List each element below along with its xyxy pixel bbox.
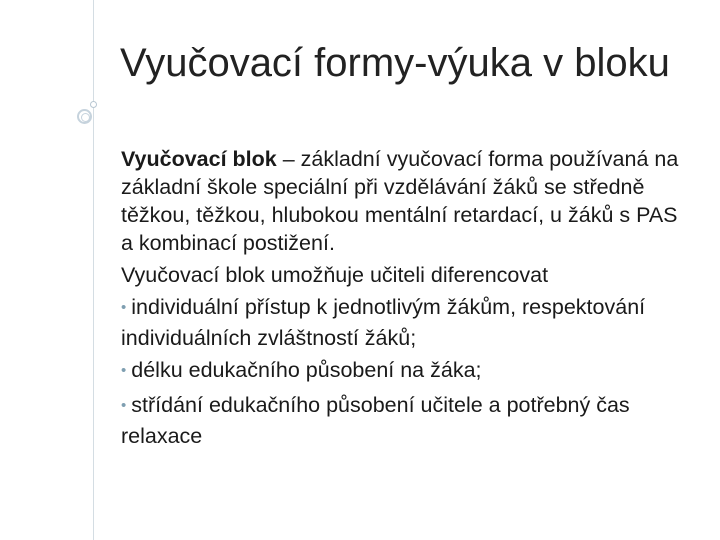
bullet-icon: •: [121, 397, 127, 414]
definition-text: – základní vyučovací forma používaná na základní škole speciální při vzdělávání žáků se středně těžkou, těžkou, hlubokou mentální retardací, u žáků s PAS a kombinací postižení.: [121, 147, 679, 255]
circle-ornament-inner-icon: [81, 113, 90, 122]
bullet-item: [121, 293, 681, 352]
definition-paragraph: [121, 145, 681, 257]
vertical-divider-line: [93, 0, 94, 540]
bullet-text: střídání edukačního působení učitele a potřebný čas relaxace: [121, 393, 630, 448]
bullet-item: [121, 391, 681, 450]
slide-body: [121, 145, 681, 454]
bullet-text: délku edukačního působení na žáka;: [131, 358, 482, 382]
bullet-icon: •: [121, 299, 127, 316]
small-circle-ornament-icon: [90, 101, 97, 108]
circle-ornament-icon: [77, 109, 92, 124]
slide-title: Vyučovací formy-výuka v bloku: [120, 41, 670, 85]
bullet-text: individuální přístup k jednotlivým žákům, respektování individuálních zvláštností žáků;: [121, 295, 646, 350]
bullet-icon: •: [121, 362, 127, 379]
intro-paragraph: Vyučovací blok umožňuje učiteli diferencovat: [121, 263, 549, 287]
bullet-item: [121, 356, 681, 387]
definition-term: Vyučovací blok: [121, 147, 277, 171]
